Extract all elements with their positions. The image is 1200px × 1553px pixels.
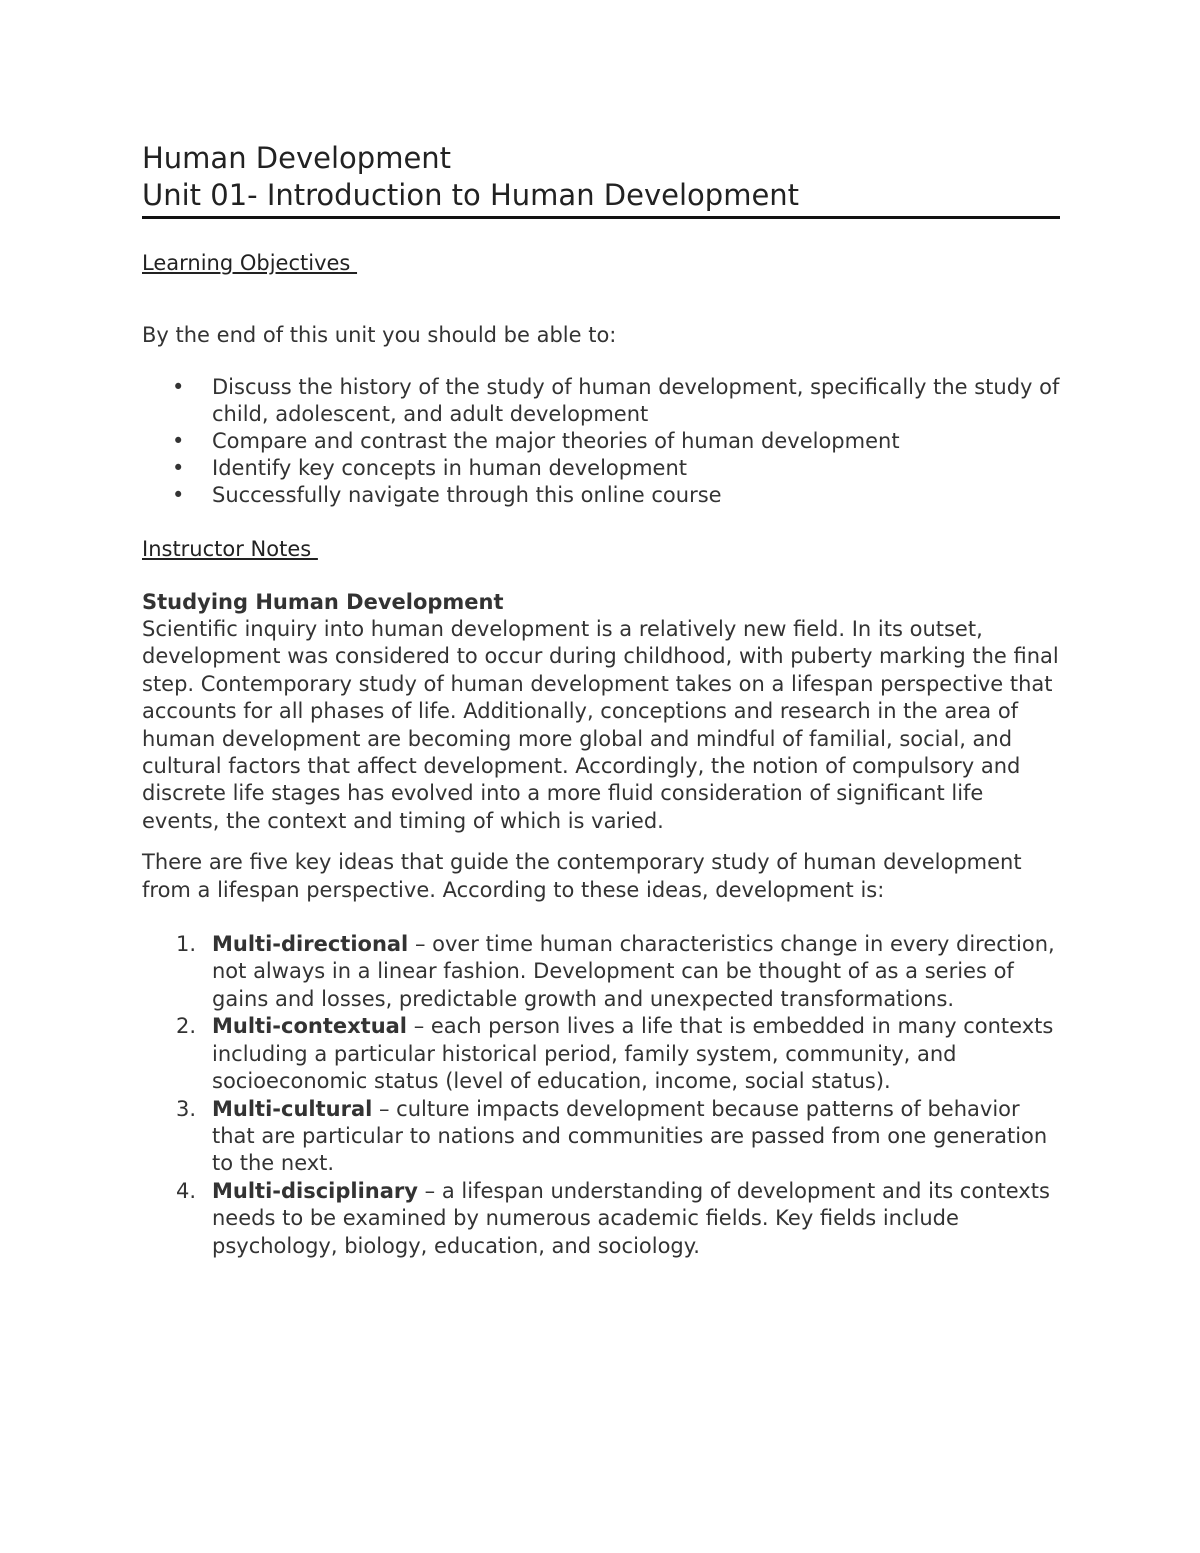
document-subtitle: Unit 01- Introduction to Human Development [142,178,800,212]
bullet-icon: • [172,375,185,399]
studying-heading: Studying Human Development [142,590,504,614]
idea-term: Multi-contextual [212,1014,408,1039]
objectives-intro: By the end of this unit you should be able to: [142,323,617,347]
instructor-notes-heading: Instructor Notes [142,537,318,561]
list-number: 2. [176,1014,197,1039]
objective-text: Discuss the history of the study of human development, specifically the study of child, adolescent, and adult development [212,375,1060,426]
idea-text: – over time human characteristics change in every direction, not always in a linear fashion. Development can be thought of as a series of gains and losses, predictable growth and unexpected transformations. [212,932,1055,1011]
objectives-list [142,374,1060,509]
list-item [142,1013,1060,1095]
list-item [142,1178,1060,1260]
list-item [142,482,1060,509]
idea-term: Multi-disciplinary [212,1178,418,1203]
idea-text: – a lifespan understanding of development and its contexts needs to be examined by numerous academic fields. Key fields include psychology, biology, education, and sociology. [212,1178,1050,1258]
idea-text: – each person lives a life that is embedded in many contexts including a particular historical period, family system, community, and socioeconomic status (level of education, income, social status). [212,1014,1054,1094]
document-page [142,140,1060,1260]
list-number: 1. [176,932,197,957]
list-item [142,1096,1060,1178]
idea-term: Multi-directional [212,932,409,957]
learning-objectives-heading: Learning Objectives [142,251,358,275]
idea-text: – culture impacts development because patterns of behavior that are particular to nations and communities are passed from one generation to the next. [212,1096,1048,1176]
objective-text: Identify key concepts in human development [212,456,688,480]
objective-text: Successfully navigate through this online course [212,483,722,507]
objective-text: Compare and contrast the major theories of human development [212,429,900,453]
bullet-icon: • [172,456,185,480]
key-ideas-list [142,931,1060,1260]
list-item [142,374,1060,428]
list-item [142,455,1060,482]
title-block [142,140,1060,219]
bullet-icon: • [172,429,185,453]
paragraph-1: Scientific inquiry into human development is a relatively new field. In its outset, development was considered to occur during childhood, with puberty marking the final step. Contemporary study of human development takes on a lifespan perspective that accounts for all phases of life. Additionally, conceptions and research in the area of human development are becoming more global and mindful of familial, social, and cultural factors that affect development. Accordingly, the notion of compulsory and discrete life stages has evolved into a more fluid consideration of significant life events, the context and timing of which is varied. [142,617,1059,833]
paragraph-2: There are five key ideas that guide the contemporary study of human development from a lifespan perspective. According to these ideas, development is: [142,850,1022,902]
idea-term: Multi-cultural [212,1096,373,1121]
list-item [142,428,1060,455]
bullet-icon: • [172,483,185,507]
document-title: Human Development [142,141,452,175]
list-number: 3. [176,1096,197,1121]
list-number: 4. [176,1178,197,1203]
list-item [142,931,1060,1013]
